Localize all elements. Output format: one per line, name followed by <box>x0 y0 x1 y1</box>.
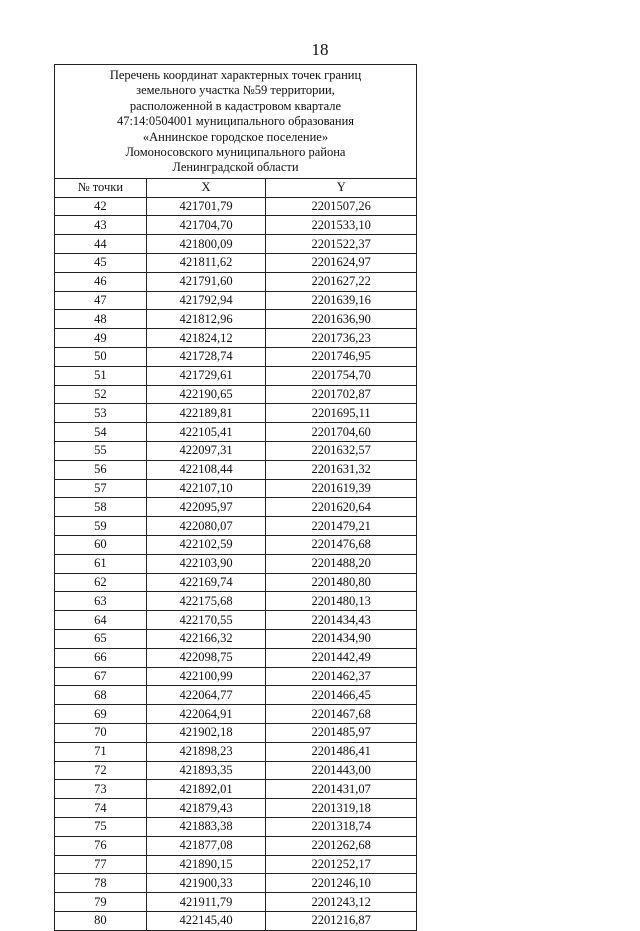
header-y: Y <box>266 178 417 197</box>
table-header-row <box>55 178 417 197</box>
cell-point-number: 62 <box>55 573 147 592</box>
table-row <box>55 404 417 423</box>
cell-x: 422080,07 <box>146 517 266 536</box>
caption-line: Ломоносовского муниципального района <box>125 145 346 160</box>
cell-y: 2201216,87 <box>266 911 417 930</box>
cell-x: 422095,97 <box>146 498 266 517</box>
cell-point-number: 42 <box>55 197 147 216</box>
cell-y: 2201246,10 <box>266 874 417 893</box>
cell-y: 2201431,07 <box>266 780 417 799</box>
cell-y: 2201619,39 <box>266 479 417 498</box>
table-row <box>55 705 417 724</box>
cell-y: 2201434,90 <box>266 629 417 648</box>
cell-x: 421811,62 <box>146 254 266 273</box>
table-row <box>55 893 417 912</box>
cell-point-number: 52 <box>55 385 147 404</box>
cell-y: 2201639,16 <box>266 291 417 310</box>
cell-x: 421883,38 <box>146 817 266 836</box>
cell-y: 2201480,13 <box>266 592 417 611</box>
cell-point-number: 49 <box>55 329 147 348</box>
cell-point-number: 65 <box>55 629 147 648</box>
table-row <box>55 723 417 742</box>
cell-point-number: 68 <box>55 686 147 705</box>
cell-x: 422169,74 <box>146 573 266 592</box>
cell-point-number: 54 <box>55 423 147 442</box>
table-row <box>55 291 417 310</box>
table-row <box>55 235 417 254</box>
table-row <box>55 385 417 404</box>
cell-x: 421729,61 <box>146 366 266 385</box>
cell-y: 2201443,00 <box>266 761 417 780</box>
caption-line: Ленинградской области <box>172 160 299 175</box>
table-caption <box>55 65 417 179</box>
table-row <box>55 836 417 855</box>
table-row <box>55 197 417 216</box>
table-row <box>55 780 417 799</box>
cell-x: 422107,10 <box>146 479 266 498</box>
cell-x: 421893,35 <box>146 761 266 780</box>
cell-point-number: 63 <box>55 592 147 611</box>
table-row <box>55 761 417 780</box>
cell-y: 2201262,68 <box>266 836 417 855</box>
page-number: 18 <box>311 40 329 59</box>
cell-y: 2201702,87 <box>266 385 417 404</box>
cell-point-number: 53 <box>55 404 147 423</box>
header-x: X <box>146 178 266 197</box>
cell-x: 421902,18 <box>146 723 266 742</box>
cell-x: 421877,08 <box>146 836 266 855</box>
cell-y: 2201624,97 <box>266 254 417 273</box>
table-body <box>55 197 417 930</box>
cell-y: 2201485,97 <box>266 723 417 742</box>
table-row <box>55 667 417 686</box>
caption-line: «Аннинское городское поселение» <box>142 129 329 144</box>
table-row <box>55 423 417 442</box>
cell-x: 421898,23 <box>146 742 266 761</box>
table-row <box>55 517 417 536</box>
cell-x: 422145,40 <box>146 911 266 930</box>
cell-x: 421824,12 <box>146 329 266 348</box>
cell-y: 2201627,22 <box>266 272 417 291</box>
cell-x: 422102,59 <box>146 535 266 554</box>
table-row <box>55 216 417 235</box>
table-row <box>55 479 417 498</box>
cell-x: 422190,65 <box>146 385 266 404</box>
cell-x: 421900,33 <box>146 874 266 893</box>
table-row <box>55 460 417 479</box>
cell-y: 2201434,43 <box>266 611 417 630</box>
cell-point-number: 78 <box>55 874 147 893</box>
cell-y: 2201754,70 <box>266 366 417 385</box>
cell-point-number: 61 <box>55 554 147 573</box>
cell-x: 422064,77 <box>146 686 266 705</box>
caption-line: 47:14:0504001 муниципального образования <box>116 114 355 129</box>
table-row <box>55 629 417 648</box>
cell-x: 421911,79 <box>146 893 266 912</box>
cell-point-number: 47 <box>55 291 147 310</box>
table-row <box>55 498 417 517</box>
cell-x: 421800,09 <box>146 235 266 254</box>
header-point-number: № точки <box>55 178 147 197</box>
table-row <box>55 348 417 367</box>
table-row <box>55 272 417 291</box>
table-row <box>55 911 417 930</box>
cell-point-number: 55 <box>55 442 147 461</box>
cell-y: 2201252,17 <box>266 855 417 874</box>
table-row <box>55 855 417 874</box>
cell-x: 422064,91 <box>146 705 266 724</box>
cell-x: 421728,74 <box>146 348 266 367</box>
cell-x: 422175,68 <box>146 592 266 611</box>
caption-line: Перечень координат характерных точек границ <box>109 68 362 82</box>
cell-y: 2201522,37 <box>266 235 417 254</box>
cell-y: 2201636,90 <box>266 310 417 329</box>
cell-x: 421701,79 <box>146 197 266 216</box>
cell-point-number: 66 <box>55 648 147 667</box>
caption-line: расположенной в кадастровом квартале <box>129 98 342 113</box>
cell-x: 421892,01 <box>146 780 266 799</box>
cell-y: 2201507,26 <box>266 197 417 216</box>
caption-line: земельного участка №59 территории, <box>136 83 335 98</box>
cell-x: 422098,75 <box>146 648 266 667</box>
cell-y: 2201480,80 <box>266 573 417 592</box>
cell-point-number: 73 <box>55 780 147 799</box>
cell-y: 2201467,68 <box>266 705 417 724</box>
cell-y: 2201466,45 <box>266 686 417 705</box>
cell-x: 422108,44 <box>146 460 266 479</box>
cell-y: 2201632,57 <box>266 442 417 461</box>
table-row <box>55 799 417 818</box>
cell-x: 421791,60 <box>146 272 266 291</box>
cell-point-number: 60 <box>55 535 147 554</box>
cell-x: 422105,41 <box>146 423 266 442</box>
cell-y: 2201442,49 <box>266 648 417 667</box>
cell-point-number: 58 <box>55 498 147 517</box>
cell-y: 2201631,32 <box>266 460 417 479</box>
cell-point-number: 77 <box>55 855 147 874</box>
table-row <box>55 554 417 573</box>
cell-point-number: 64 <box>55 611 147 630</box>
cell-point-number: 70 <box>55 723 147 742</box>
cell-y: 2201243,12 <box>266 893 417 912</box>
cell-y: 2201486,41 <box>266 742 417 761</box>
cell-y: 2201479,21 <box>266 517 417 536</box>
table-row <box>55 686 417 705</box>
table-row <box>55 442 417 461</box>
cell-point-number: 51 <box>55 366 147 385</box>
cell-x: 422100,99 <box>146 667 266 686</box>
cell-y: 2201318,74 <box>266 817 417 836</box>
cell-point-number: 72 <box>55 761 147 780</box>
cell-point-number: 76 <box>55 836 147 855</box>
table-row <box>55 310 417 329</box>
cell-x: 422103,90 <box>146 554 266 573</box>
cell-y: 2201488,20 <box>266 554 417 573</box>
coordinates-table <box>54 64 417 931</box>
cell-x: 422166,32 <box>146 629 266 648</box>
cell-point-number: 44 <box>55 235 147 254</box>
table-row <box>55 817 417 836</box>
table-row <box>55 254 417 273</box>
table-row <box>55 366 417 385</box>
cell-point-number: 50 <box>55 348 147 367</box>
table-row <box>55 742 417 761</box>
cell-point-number: 75 <box>55 817 147 836</box>
cell-y: 2201736,23 <box>266 329 417 348</box>
cell-point-number: 71 <box>55 742 147 761</box>
cell-x: 422170,55 <box>146 611 266 630</box>
cell-y: 2201746,95 <box>266 348 417 367</box>
cell-x: 421792,94 <box>146 291 266 310</box>
cell-y: 2201319,18 <box>266 799 417 818</box>
cell-point-number: 46 <box>55 272 147 291</box>
cell-y: 2201620,64 <box>266 498 417 517</box>
cell-point-number: 45 <box>55 254 147 273</box>
cell-point-number: 69 <box>55 705 147 724</box>
cell-point-number: 80 <box>55 911 147 930</box>
cell-point-number: 48 <box>55 310 147 329</box>
cell-point-number: 56 <box>55 460 147 479</box>
table-row <box>55 592 417 611</box>
table-row <box>55 535 417 554</box>
cell-x: 421879,43 <box>146 799 266 818</box>
cell-y: 2201704,60 <box>266 423 417 442</box>
table-row <box>55 874 417 893</box>
cell-y: 2201695,11 <box>266 404 417 423</box>
table-row <box>55 648 417 667</box>
cell-x: 421812,96 <box>146 310 266 329</box>
cell-x: 421890,15 <box>146 855 266 874</box>
cell-x: 422189,81 <box>146 404 266 423</box>
cell-point-number: 74 <box>55 799 147 818</box>
cell-point-number: 59 <box>55 517 147 536</box>
cell-y: 2201476,68 <box>266 535 417 554</box>
cell-y: 2201533,10 <box>266 216 417 235</box>
table-row <box>55 611 417 630</box>
cell-point-number: 79 <box>55 893 147 912</box>
cell-x: 422097,31 <box>146 442 266 461</box>
cell-point-number: 43 <box>55 216 147 235</box>
cell-point-number: 57 <box>55 479 147 498</box>
table-row <box>55 329 417 348</box>
table-caption-row <box>55 65 417 179</box>
table-row <box>55 573 417 592</box>
cell-point-number: 67 <box>55 667 147 686</box>
cell-y: 2201462,37 <box>266 667 417 686</box>
cell-x: 421704,70 <box>146 216 266 235</box>
